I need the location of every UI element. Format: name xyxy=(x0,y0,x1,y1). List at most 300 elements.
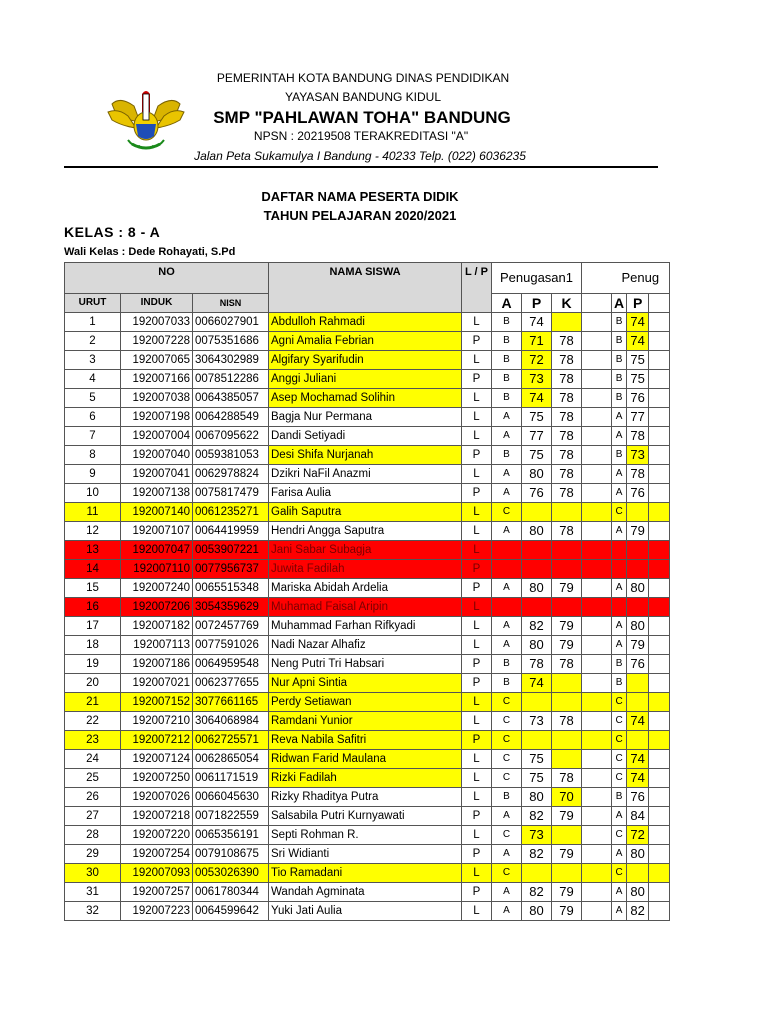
cell-gap xyxy=(649,370,670,389)
cell-k1: 79 xyxy=(552,579,582,598)
cell-lp: P xyxy=(462,807,492,826)
cell-k1: 79 xyxy=(552,617,582,636)
cell-p1: 73 xyxy=(522,370,552,389)
cell-nama: Dzikri NaFil Anazmi xyxy=(269,465,462,484)
table-row xyxy=(65,389,670,408)
table-row xyxy=(65,408,670,427)
homeroom-teacher: Wali Kelas : Dede Rohayati, S.Pd xyxy=(64,246,236,258)
cell-a1: B xyxy=(492,332,522,351)
cell-a1: A xyxy=(492,845,522,864)
cell-nisn: 0059381053 xyxy=(193,446,269,465)
table-row xyxy=(65,617,670,636)
cell-lp: L xyxy=(462,750,492,769)
table-row xyxy=(65,598,670,617)
cell-nama: Nadi Nazar Alhafiz xyxy=(269,636,462,655)
cell-nisn: 0064385057 xyxy=(193,389,269,408)
cell-gap xyxy=(582,389,612,408)
cell-a1: A xyxy=(492,408,522,427)
cell-lp: L xyxy=(462,788,492,807)
cell-induk: 192007182 xyxy=(121,617,193,636)
cell-gap xyxy=(582,522,612,541)
cell-p2 xyxy=(627,541,649,560)
cell-p1: 82 xyxy=(522,807,552,826)
cell-urut: 24 xyxy=(65,750,121,769)
table-row xyxy=(65,674,670,693)
table-row xyxy=(65,731,670,750)
cell-urut: 4 xyxy=(65,370,121,389)
cell-a1: C xyxy=(492,864,522,883)
cell-urut: 11 xyxy=(65,503,121,522)
cell-p1: 75 xyxy=(522,408,552,427)
cell-lp: L xyxy=(462,826,492,845)
cell-nisn: 0077591026 xyxy=(193,636,269,655)
cell-urut: 18 xyxy=(65,636,121,655)
cell-gap xyxy=(649,332,670,351)
cell-p1: 82 xyxy=(522,617,552,636)
cell-gap xyxy=(649,579,670,598)
table-row xyxy=(65,693,670,712)
cell-gap xyxy=(582,579,612,598)
cell-a1: A xyxy=(492,636,522,655)
col-p1: P xyxy=(522,294,552,313)
cell-gap xyxy=(582,826,612,845)
table-row xyxy=(65,845,670,864)
cell-a2: C xyxy=(612,864,627,883)
cell-a1: C xyxy=(492,769,522,788)
npsn-accreditation: NPSN : 20219508 TERAKREDITASI "A" xyxy=(253,129,469,143)
cell-induk: 192007250 xyxy=(121,769,193,788)
cell-k1: 79 xyxy=(552,845,582,864)
cell-gap xyxy=(649,883,670,902)
cell-nama: Reva Nabila Safitri xyxy=(269,731,462,750)
table-row xyxy=(65,522,670,541)
header-line-1: PEMERINTAH KOTA BANDUNG DINAS PENDIDIKAN xyxy=(216,71,510,85)
cell-a1: C xyxy=(492,750,522,769)
cell-a1: C xyxy=(492,503,522,522)
cell-a1: B xyxy=(492,655,522,674)
cell-nama: Septi Rohman R. xyxy=(269,826,462,845)
cell-p2 xyxy=(627,674,649,693)
cell-k1 xyxy=(552,826,582,845)
cell-gap xyxy=(582,332,612,351)
table-row xyxy=(65,826,670,845)
cell-a2: A xyxy=(612,902,627,921)
cell-urut: 12 xyxy=(65,522,121,541)
table-row xyxy=(65,807,670,826)
cell-gap xyxy=(649,408,670,427)
cell-k1: 79 xyxy=(552,807,582,826)
cell-urut: 16 xyxy=(65,598,121,617)
table-row xyxy=(65,636,670,655)
cell-p2: 79 xyxy=(627,636,649,655)
cell-gap xyxy=(582,902,612,921)
cell-p2: 73 xyxy=(627,446,649,465)
table-row xyxy=(65,427,670,446)
cell-a2: A xyxy=(612,465,627,484)
cell-gap xyxy=(649,465,670,484)
cell-induk: 192007218 xyxy=(121,807,193,826)
col-a2: A xyxy=(612,294,627,313)
cell-gap xyxy=(582,484,612,503)
cell-a1: A xyxy=(492,465,522,484)
cell-urut: 8 xyxy=(65,446,121,465)
cell-lp: L xyxy=(462,617,492,636)
cell-gap xyxy=(649,560,670,579)
cell-p2 xyxy=(627,598,649,617)
cell-nama: Ridwan Farid Maulana xyxy=(269,750,462,769)
cell-lp: L xyxy=(462,503,492,522)
cell-p1: 73 xyxy=(522,826,552,845)
cell-lp: P xyxy=(462,332,492,351)
cell-lp: L xyxy=(462,864,492,883)
cell-k1 xyxy=(552,693,582,712)
cell-nisn: 0079108675 xyxy=(193,845,269,864)
cell-gap xyxy=(649,446,670,465)
cell-urut: 23 xyxy=(65,731,121,750)
table-row xyxy=(65,902,670,921)
cell-a2: B xyxy=(612,655,627,674)
cell-urut: 28 xyxy=(65,826,121,845)
cell-a2: A xyxy=(612,617,627,636)
cell-a1: B xyxy=(492,351,522,370)
cell-a2: A xyxy=(612,522,627,541)
cell-p2: 76 xyxy=(627,484,649,503)
cell-lp: L xyxy=(462,313,492,332)
cell-a1: A xyxy=(492,807,522,826)
cell-gap xyxy=(582,788,612,807)
cell-k1: 78 xyxy=(552,446,582,465)
cell-p2: 76 xyxy=(627,788,649,807)
col-a1: A xyxy=(492,294,522,313)
cell-nisn: 0062377655 xyxy=(193,674,269,693)
cell-nama: Farisa Aulia xyxy=(269,484,462,503)
cell-induk: 192007033 xyxy=(121,313,193,332)
cell-nama: Wandah Agminata xyxy=(269,883,462,902)
cell-nama: Sri Widianti xyxy=(269,845,462,864)
cell-p2 xyxy=(627,503,649,522)
table-row xyxy=(65,579,670,598)
cell-gap xyxy=(649,731,670,750)
cell-gap xyxy=(582,370,612,389)
cell-p2: 74 xyxy=(627,313,649,332)
cell-urut: 29 xyxy=(65,845,121,864)
cell-lp: L xyxy=(462,408,492,427)
cell-urut: 32 xyxy=(65,902,121,921)
cell-induk: 192007110 xyxy=(121,560,193,579)
col-penugasan2: Penug xyxy=(612,263,670,294)
cell-lp: L xyxy=(462,769,492,788)
col-nama: NAMA SISWA xyxy=(269,263,462,313)
cell-nama: Salsabila Putri Kurnyawati xyxy=(269,807,462,826)
cell-urut: 26 xyxy=(65,788,121,807)
cell-p2: 78 xyxy=(627,427,649,446)
cell-gap xyxy=(582,636,612,655)
cell-gap xyxy=(582,693,612,712)
cell-p1: 80 xyxy=(522,788,552,807)
col-urut: URUT xyxy=(65,294,121,313)
table-row xyxy=(65,560,670,579)
cell-p1: 71 xyxy=(522,332,552,351)
cell-urut: 10 xyxy=(65,484,121,503)
cell-nama: Desi Shifa Nurjanah xyxy=(269,446,462,465)
cell-a2: A xyxy=(612,845,627,864)
cell-a2: C xyxy=(612,826,627,845)
cell-gap xyxy=(582,655,612,674)
cell-a1 xyxy=(492,560,522,579)
cell-gap xyxy=(649,427,670,446)
school-address: Jalan Peta Sukamulya I Bandung - 40233 Telp. (022) 6036235 xyxy=(194,149,526,163)
cell-a2: B xyxy=(612,370,627,389)
cell-urut: 3 xyxy=(65,351,121,370)
cell-lp: L xyxy=(462,902,492,921)
cell-nama: Muhammad Farhan Rifkyadi xyxy=(269,617,462,636)
cell-gap xyxy=(649,826,670,845)
cell-p2: 75 xyxy=(627,351,649,370)
col-k1: K xyxy=(552,294,582,313)
cell-a2: A xyxy=(612,636,627,655)
cell-nisn: 0066027901 xyxy=(193,313,269,332)
cell-lp: L xyxy=(462,427,492,446)
cell-a1: A xyxy=(492,522,522,541)
cell-a2 xyxy=(612,560,627,579)
cell-p1: 77 xyxy=(522,427,552,446)
cell-a1: B xyxy=(492,446,522,465)
col-penugasan1: Penugasan1 xyxy=(492,263,582,294)
cell-induk: 192007206 xyxy=(121,598,193,617)
cell-nisn: 0062725571 xyxy=(193,731,269,750)
cell-p2: 78 xyxy=(627,465,649,484)
cell-k1 xyxy=(552,674,582,693)
cell-p1: 75 xyxy=(522,769,552,788)
cell-urut: 14 xyxy=(65,560,121,579)
cell-induk: 192007186 xyxy=(121,655,193,674)
cell-p2: 74 xyxy=(627,750,649,769)
cell-a1: B xyxy=(492,389,522,408)
cell-gap xyxy=(649,807,670,826)
cell-gap xyxy=(649,389,670,408)
cell-gap xyxy=(582,750,612,769)
cell-k1: 78 xyxy=(552,427,582,446)
cell-induk: 192007140 xyxy=(121,503,193,522)
cell-gap xyxy=(582,408,612,427)
cell-lp: P xyxy=(462,731,492,750)
cell-p1 xyxy=(522,541,552,560)
cell-p2: 79 xyxy=(627,522,649,541)
table-row xyxy=(65,769,670,788)
table-row xyxy=(65,541,670,560)
cell-a1: B xyxy=(492,674,522,693)
cell-a2: A xyxy=(612,579,627,598)
cell-urut: 15 xyxy=(65,579,121,598)
cell-k1: 78 xyxy=(552,370,582,389)
class-label: KELAS : 8 - A xyxy=(64,224,161,240)
table-row xyxy=(65,655,670,674)
cell-k1: 78 xyxy=(552,408,582,427)
cell-nisn: 0066045630 xyxy=(193,788,269,807)
cell-induk: 192007228 xyxy=(121,332,193,351)
cell-a2: B xyxy=(612,674,627,693)
cell-nama: Dandi Setiyadi xyxy=(269,427,462,446)
cell-nisn: 0065356191 xyxy=(193,826,269,845)
header-divider xyxy=(64,166,658,168)
cell-gap xyxy=(649,864,670,883)
cell-k1: 78 xyxy=(552,389,582,408)
table-row xyxy=(65,465,670,484)
cell-a1: A xyxy=(492,902,522,921)
cell-gap xyxy=(649,769,670,788)
cell-nama: Agni Amalia Febrian xyxy=(269,332,462,351)
cell-p2: 77 xyxy=(627,408,649,427)
academic-year: TAHUN PELAJARAN 2020/2021 xyxy=(263,208,457,223)
cell-nisn: 0065515348 xyxy=(193,579,269,598)
cell-urut: 20 xyxy=(65,674,121,693)
cell-induk: 192007254 xyxy=(121,845,193,864)
table-row xyxy=(65,503,670,522)
cell-induk: 192007166 xyxy=(121,370,193,389)
cell-gap xyxy=(582,674,612,693)
cell-induk: 192007026 xyxy=(121,788,193,807)
cell-a1: A xyxy=(492,427,522,446)
cell-induk: 192007093 xyxy=(121,864,193,883)
cell-induk: 192007124 xyxy=(121,750,193,769)
col-nisn: NISN xyxy=(193,294,269,313)
cell-a2: C xyxy=(612,769,627,788)
cell-gap xyxy=(582,845,612,864)
col-no: NO xyxy=(65,263,269,294)
cell-nisn: 0062978824 xyxy=(193,465,269,484)
cell-gap xyxy=(582,598,612,617)
cell-induk: 192007152 xyxy=(121,693,193,712)
cell-a1: B xyxy=(492,313,522,332)
cell-induk: 192007198 xyxy=(121,408,193,427)
cell-nama: Neng Putri Tri Habsari xyxy=(269,655,462,674)
cell-a1: A xyxy=(492,579,522,598)
cell-nama: Anggi Juliani xyxy=(269,370,462,389)
cell-p1 xyxy=(522,731,552,750)
cell-lp: P xyxy=(462,579,492,598)
cell-gap xyxy=(649,788,670,807)
cell-gap xyxy=(582,712,612,731)
cell-k1: 79 xyxy=(552,636,582,655)
cell-induk: 192007004 xyxy=(121,427,193,446)
table-row xyxy=(65,484,670,503)
cell-a1: B xyxy=(492,370,522,389)
cell-induk: 192007065 xyxy=(121,351,193,370)
cell-p2 xyxy=(627,731,649,750)
cell-nisn: 0075817479 xyxy=(193,484,269,503)
cell-induk: 192007040 xyxy=(121,446,193,465)
cell-nama: Perdy Setiawan xyxy=(269,693,462,712)
cell-p1: 73 xyxy=(522,712,552,731)
cell-nama: Abdulloh Rahmadi xyxy=(269,313,462,332)
cell-nisn: 0075351686 xyxy=(193,332,269,351)
table-row xyxy=(65,864,670,883)
cell-nama: Tio Ramadani xyxy=(269,864,462,883)
cell-urut: 25 xyxy=(65,769,121,788)
cell-lp: P xyxy=(462,883,492,902)
table-row xyxy=(65,750,670,769)
cell-lp: L xyxy=(462,389,492,408)
cell-p2: 74 xyxy=(627,712,649,731)
cell-induk: 192007038 xyxy=(121,389,193,408)
cell-nisn: 0078512286 xyxy=(193,370,269,389)
cell-a1: A xyxy=(492,883,522,902)
cell-gap xyxy=(582,351,612,370)
cell-gap xyxy=(649,598,670,617)
cell-urut: 30 xyxy=(65,864,121,883)
cell-lp: P xyxy=(462,845,492,864)
table-row xyxy=(65,883,670,902)
cell-k1 xyxy=(552,503,582,522)
cell-induk: 192007212 xyxy=(121,731,193,750)
cell-p2: 80 xyxy=(627,579,649,598)
cell-p1 xyxy=(522,693,552,712)
cell-urut: 17 xyxy=(65,617,121,636)
cell-p2: 76 xyxy=(627,655,649,674)
cell-nama: Bagja Nur Permana xyxy=(269,408,462,427)
cell-a2: B xyxy=(612,788,627,807)
cell-p2: 74 xyxy=(627,332,649,351)
cell-induk: 192007047 xyxy=(121,541,193,560)
cell-gap xyxy=(582,503,612,522)
cell-urut: 22 xyxy=(65,712,121,731)
cell-nama: Nur Apni Sintia xyxy=(269,674,462,693)
col-p2: P xyxy=(627,294,649,313)
cell-p2: 82 xyxy=(627,902,649,921)
cell-p1: 80 xyxy=(522,636,552,655)
cell-a2: C xyxy=(612,712,627,731)
cell-induk: 192007113 xyxy=(121,636,193,655)
cell-urut: 2 xyxy=(65,332,121,351)
cell-k1: 78 xyxy=(552,465,582,484)
cell-p1: 74 xyxy=(522,389,552,408)
cell-gap xyxy=(649,902,670,921)
cell-lp: P xyxy=(462,484,492,503)
cell-k1: 70 xyxy=(552,788,582,807)
cell-a2: A xyxy=(612,883,627,902)
cell-nama: Asep Mochamad Solihin xyxy=(269,389,462,408)
cell-p2: 80 xyxy=(627,883,649,902)
cell-a1 xyxy=(492,598,522,617)
table-row xyxy=(65,313,670,332)
cell-p1: 76 xyxy=(522,484,552,503)
table-row xyxy=(65,712,670,731)
cell-gap xyxy=(649,845,670,864)
cell-urut: 6 xyxy=(65,408,121,427)
cell-p1 xyxy=(522,864,552,883)
cell-gap xyxy=(649,541,670,560)
school-name: SMP "PAHLAWAN TOHA" BANDUNG xyxy=(213,108,511,127)
cell-nisn: 0064599642 xyxy=(193,902,269,921)
cell-nama: Mariska Abidah Ardelia xyxy=(269,579,462,598)
table-row xyxy=(65,332,670,351)
cell-urut: 9 xyxy=(65,465,121,484)
cell-a1: A xyxy=(492,617,522,636)
cell-a2: C xyxy=(612,503,627,522)
table-row xyxy=(65,788,670,807)
cell-gap xyxy=(649,655,670,674)
cell-k1 xyxy=(552,313,582,332)
cell-lp: L xyxy=(462,598,492,617)
cell-a1 xyxy=(492,541,522,560)
cell-nisn: 0061780344 xyxy=(193,883,269,902)
cell-lp: L xyxy=(462,636,492,655)
cell-urut: 7 xyxy=(65,427,121,446)
cell-p1: 75 xyxy=(522,446,552,465)
cell-nisn: 3064068984 xyxy=(193,712,269,731)
cell-gap xyxy=(582,617,612,636)
cell-gap xyxy=(649,617,670,636)
